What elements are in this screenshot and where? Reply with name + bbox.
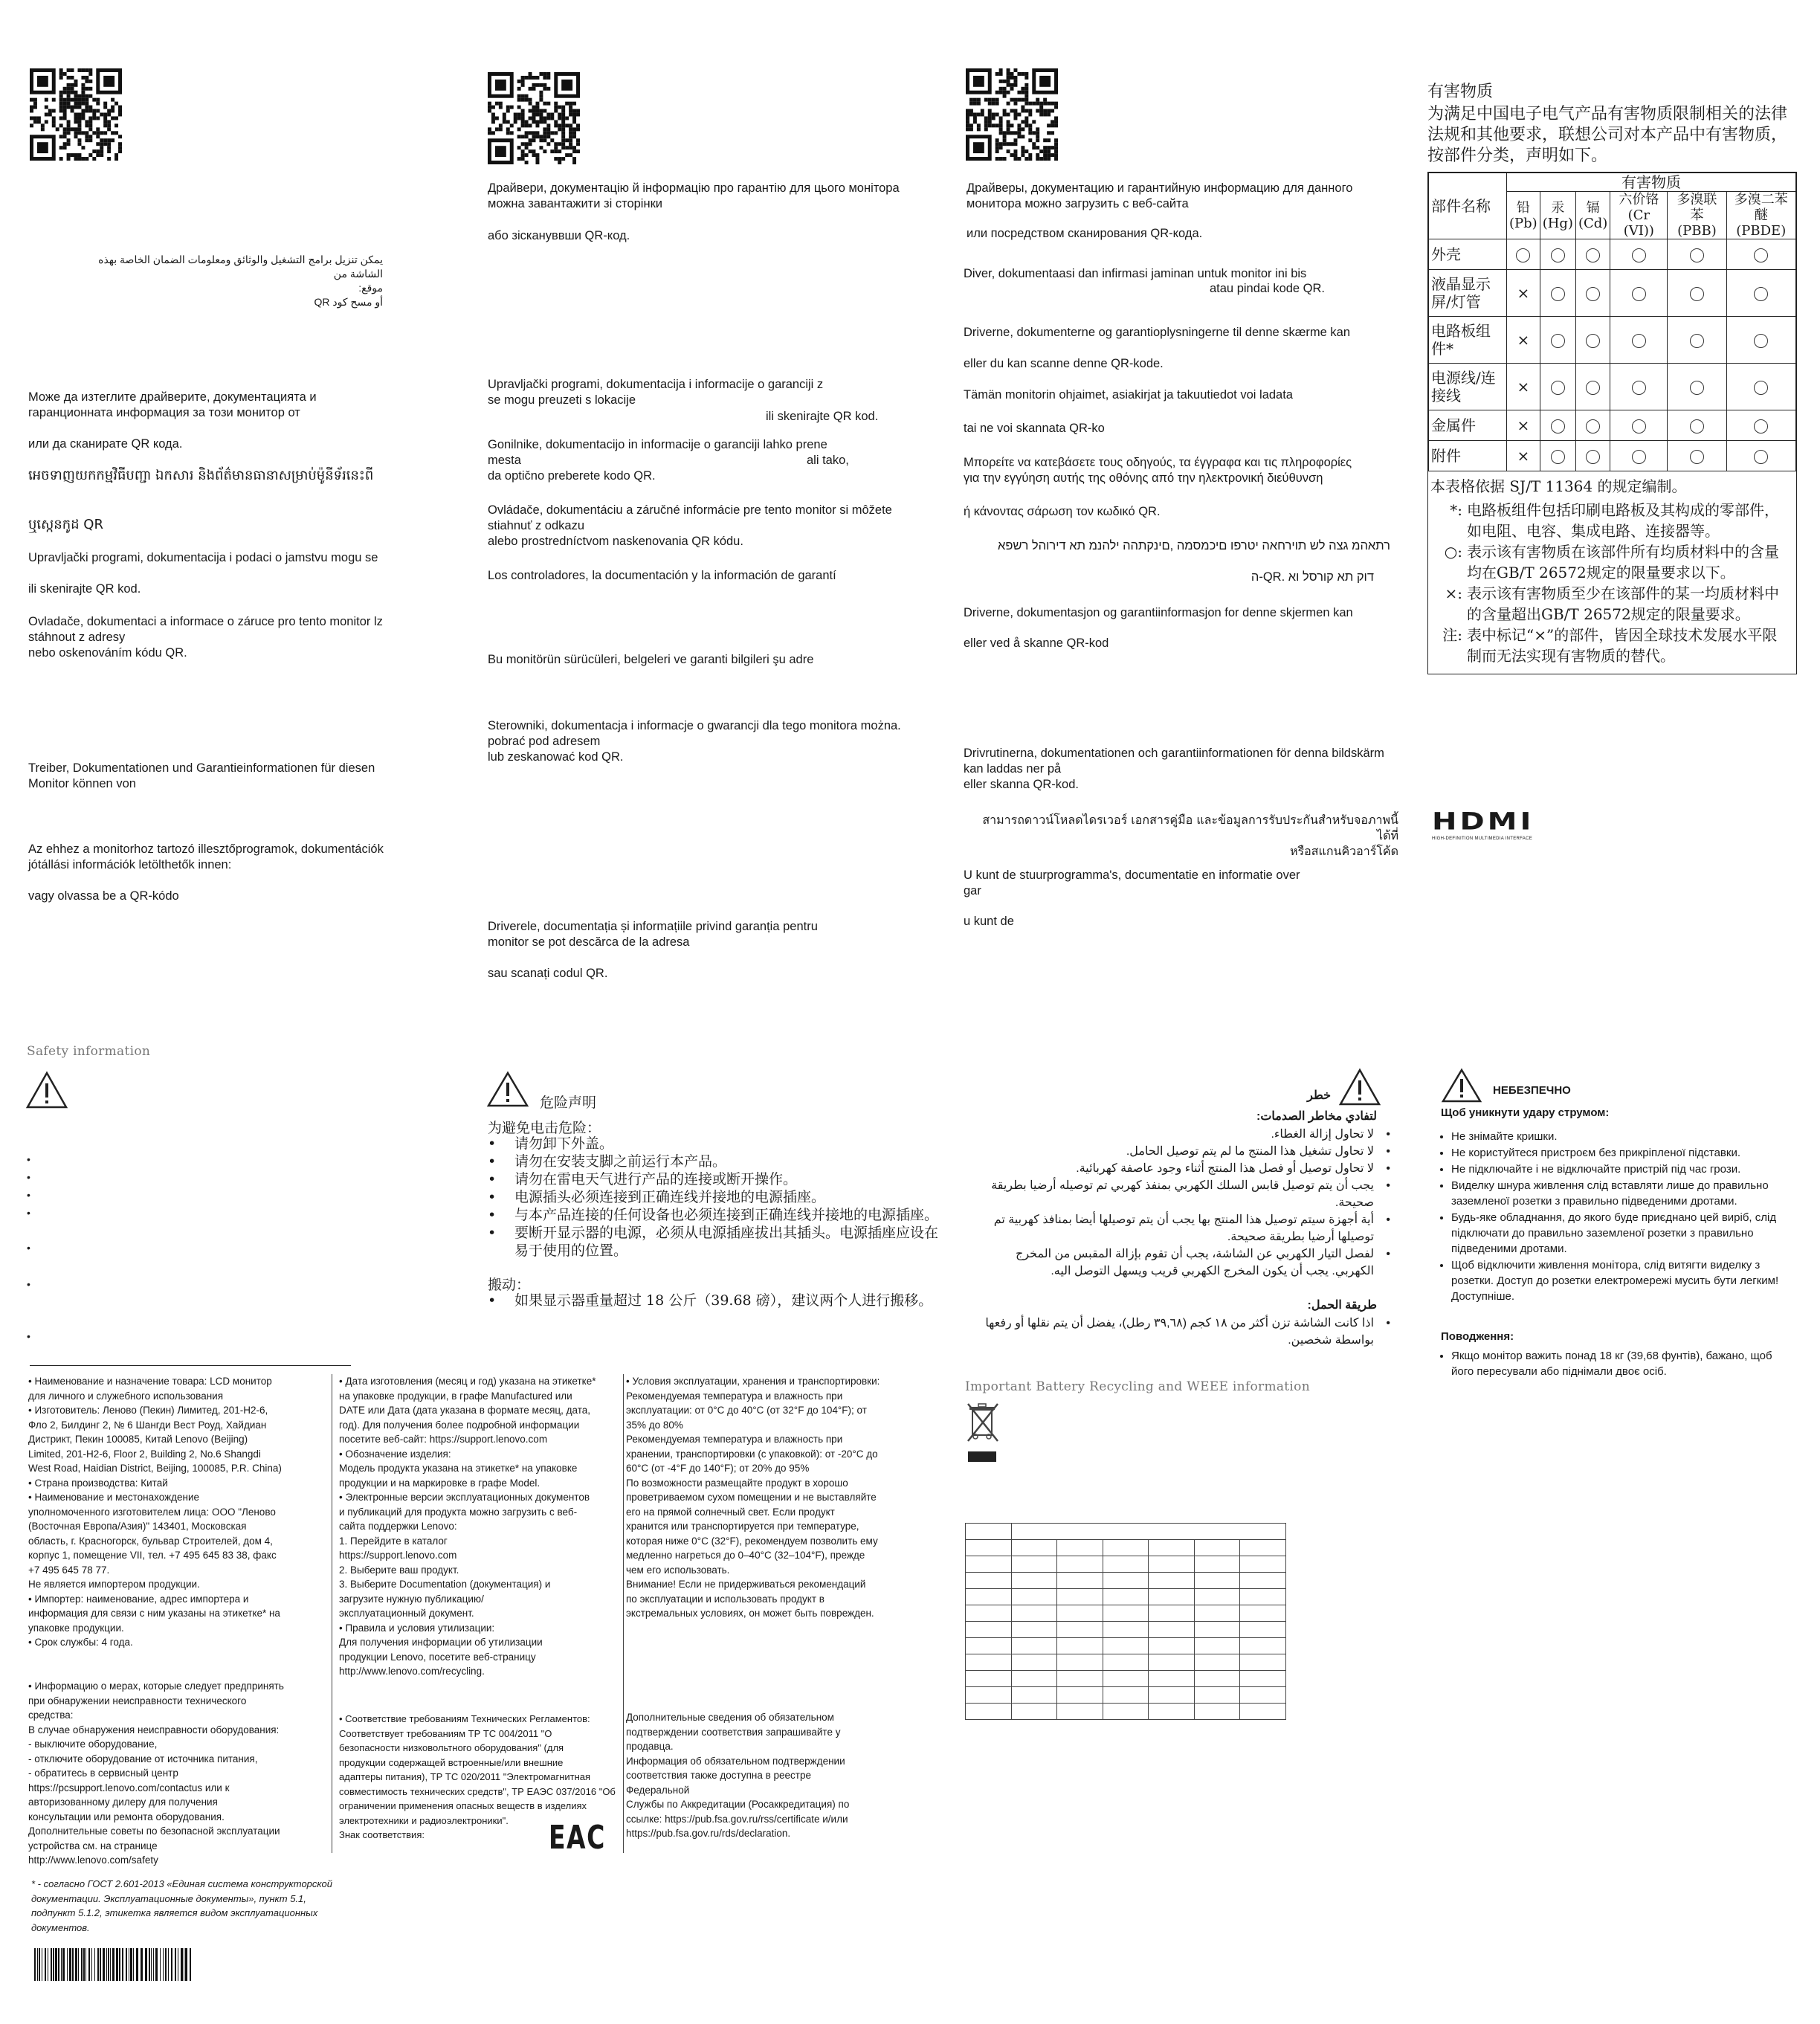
compliant-cell (1726, 270, 1796, 317)
table-cell (1149, 1687, 1195, 1704)
part-name: 外壳 (1429, 239, 1507, 270)
warning-icon (1338, 1068, 1381, 1106)
bosnian-text: Upravljački programi, dokumentacija i podaci o jamstvu mogu se (28, 551, 378, 564)
circle-mark (1632, 381, 1646, 395)
substance-header: 多溴联 苯 (PBB) (1668, 192, 1726, 239)
table-row (966, 1638, 1286, 1654)
compliant-cell (1726, 317, 1796, 364)
compliant-cell (1575, 441, 1610, 471)
table-row (966, 1671, 1286, 1687)
table-cell (1149, 1704, 1195, 1720)
exceeds-mark: × (1507, 364, 1540, 410)
table-cell (1103, 1622, 1149, 1638)
table-cell (1149, 1540, 1195, 1556)
list-item: • 电源插头必须连接到正确连线并接地的电源插座。 (488, 1189, 826, 1205)
table-cell (1240, 1589, 1286, 1605)
table-row (966, 1589, 1286, 1605)
warning-icon (25, 1071, 68, 1109)
table-row (1429, 239, 1796, 270)
table-cell (1011, 1654, 1057, 1671)
table-row (966, 1524, 1286, 1540)
list-item: • Виделку шнура живлення слід вставляти лише до правильно заземленої розетки з правильно підведеними дротами. (1451, 1178, 1792, 1209)
hdmi-logo-text: HDMI (1432, 808, 1535, 836)
table-cell (1103, 1654, 1149, 1671)
table-row (966, 1605, 1286, 1622)
ua-warning-title: НЕБЕЗПЕЧНО (1493, 1084, 1571, 1097)
table-row (1429, 441, 1796, 471)
weee-crossed-bin-icon (965, 1402, 1001, 1463)
hebrew-text-2: ה-QR. דוק תא קורסל וא (1251, 570, 1374, 584)
list-item: • Не знімайте кришки. (1451, 1129, 1792, 1144)
table-row (1429, 410, 1796, 441)
circle-mark (1632, 419, 1646, 434)
table-cell (1149, 1671, 1195, 1687)
compliant-cell (1575, 270, 1610, 317)
warning-icon (1441, 1068, 1482, 1103)
hazard-basis: 本表格依据 SJ/T 11364 的规定编制。 (1430, 477, 1687, 495)
finnish-text-2: tai ne voi skannata QR-ko (964, 422, 1105, 435)
cn-warning-title: 危险声明 (540, 1095, 597, 1111)
compliant-cell (1668, 410, 1726, 441)
ru-info-col1b: • Информацию о мерах, которые следует предпринять при обнаружении неисправности технического средства: В случае обнаружения неисправности оборудования: - выключите оборудование, - отключите оборудование от источника питания, - обратитесь в сервисный центр https://pcsupport.lenovo.com/contactus или к авторизованному дилеру для получения консультации или ремонта оборудования. Дополнительные советы по безопасной эксплуатации устройства см. на странице http://www.lenovo.com/safety (28, 1680, 284, 1866)
table-cell (966, 1556, 1012, 1573)
table-cell (1103, 1671, 1149, 1687)
spanish-text: Los controladores, la documentación y la información de garantí (488, 569, 836, 582)
col-group-header: 有害物质 (1507, 173, 1796, 192)
table-cell (1240, 1605, 1286, 1622)
table-row (1429, 270, 1796, 317)
turkish-text: Bu monitörün sürücüleri, belgeleri ve garanti bilgileri şu adre (488, 653, 814, 666)
slovenian-text-2: ali tako, (807, 454, 849, 467)
exceeds-mark: × (1507, 270, 1540, 317)
circle-mark (1516, 248, 1530, 262)
compliant-cell (1507, 239, 1540, 270)
table-cell (1103, 1687, 1149, 1704)
ar-carry-item: • اذا كانت الشاشة تزن أكثر من ١٨ كجم (٣٩,٦٨ رطل)، يفضل أن يتم نقلها أو رفعها بواسطة شخصين. (985, 1317, 1390, 1347)
table-row (966, 1556, 1286, 1573)
exceeds-mark: × (1507, 317, 1540, 364)
table-cell (966, 1704, 1012, 1720)
circle-mark (1632, 248, 1646, 262)
table-row (966, 1540, 1286, 1556)
list-item: • Щоб відключити живлення монітора, слід витягти виделку з розетки. Доступ до розетки електромережі мусить бути легким! Доступніше. (1451, 1257, 1792, 1304)
circle-mark (1551, 450, 1565, 464)
slovenian-text: Gonilnike, dokumentacijo in informacije o garanciji lahko prene mesta (488, 438, 827, 467)
circle-mark (1551, 419, 1565, 434)
ar-warning-list (981, 1126, 1390, 1280)
compliant-cell (1668, 441, 1726, 471)
warning-icon (486, 1071, 529, 1108)
divider (30, 1365, 351, 1366)
table-cell (1194, 1573, 1240, 1589)
compliant-cell (1726, 364, 1796, 410)
table-cell (966, 1687, 1012, 1704)
arabic-qr-text: يمكن تنزيل برامج التشغيل والوثائق ومعلومات الضمان الخاصة بهذه الشاشة من موقع: أو مسح كود QR (98, 254, 383, 308)
table-cell (1011, 1540, 1057, 1556)
russian-text-2: или посредством сканирования QR-кода. (967, 227, 1203, 240)
circle-mark (1690, 334, 1704, 348)
compliant-cell (1540, 270, 1575, 317)
table-cell (1240, 1687, 1286, 1704)
table-cell (966, 1589, 1012, 1605)
table-cell (1011, 1605, 1057, 1622)
part-name: 附件 (1429, 441, 1507, 471)
cn-move-title: 搬动： (488, 1277, 531, 1293)
circle-mark (1690, 248, 1704, 262)
table-cell (1194, 1654, 1240, 1671)
german-text: Treiber, Dokumentationen und Garantieinformationen für diesen Monitor können von (28, 761, 375, 790)
romanian-text: Driverele, documentația și informațiile privind garanția pentru monitor se pot descărca de la adresa (488, 920, 818, 949)
circle-mark (1690, 450, 1704, 464)
ua-move-item: • Якщо монітор важить понад 18 кг (39,68 фунтів), бажано, щоб його пересували або піднімали двоє осіб. (1451, 1348, 1792, 1379)
part-name: 电路板组件* (1429, 317, 1507, 364)
part-name: 金属件 (1429, 410, 1507, 441)
table-cell (1149, 1589, 1195, 1605)
circle-mark (1754, 450, 1768, 464)
danish-text: Driverne, dokumenterne og garantioplysningerne til denne skærme kan (964, 326, 1351, 339)
romanian-text-2: sau scanați codul QR. (488, 967, 608, 980)
compliant-cell (1726, 239, 1796, 270)
ua-warning-sub: Щоб уникнути удару струмом: (1441, 1106, 1610, 1119)
table-cell (1057, 1654, 1103, 1671)
compliant-cell (1540, 410, 1575, 441)
russian-text: Драйверы, документацию и гарантийную информацию для данного монитора можно загрузить с веб-сайта (967, 181, 1353, 210)
table-row (966, 1654, 1286, 1671)
qr-code (966, 68, 1058, 161)
safety-title: Safety information (27, 1044, 151, 1059)
list-item: • يجب أن يتم توصيل قابس السلك الكهربي بمنفذ كهربي تم توصيله أرضيا بطريقة صحيحة. (991, 1179, 1390, 1209)
ru-info-col3b: Дополнительные сведения об обязательном подтверждении соответствия запрашивайте у продавца. Информация об обязательном подтверждении соответствия также доступна в реестре Федеральной Службы по Аккредитации (Росаккредитация) по ссылке: https://pub.fsa.gov.ru/rss/certificate и/или https://pub.fsa.gov.ru/rds/declaration. (626, 1712, 850, 1839)
compliant-cell (1668, 364, 1726, 410)
hazard-notes (1428, 497, 1796, 666)
substance-header: 汞 (Hg) (1540, 192, 1575, 239)
table-cell (1057, 1687, 1103, 1704)
ru-footnote: * - согласно ГОСТ 2.601-2013 «Единая система конструкторской документации. Эксплуатационные документы», пункт 5.1, подпункт 5.1.2, этикетка является видом эксплуатационных документов. (31, 1878, 332, 1933)
table-row (966, 1573, 1286, 1589)
exceeds-mark: × (1507, 441, 1540, 471)
compliant-cell (1726, 441, 1796, 471)
table-cell (1057, 1704, 1103, 1720)
compliant-cell (1540, 239, 1575, 270)
bullet: • (488, 1292, 497, 1309)
table-cell (1194, 1671, 1240, 1687)
table-cell (1194, 1638, 1240, 1654)
list-item: • Будь-яке обладнання, до якого буде приєднано цей виріб, слід підключати до правильно заземленої розетки з правильно підведеними дротами. (1451, 1210, 1792, 1257)
table-cell (1149, 1654, 1195, 1671)
list-item: • لفصل التيار الكهربي عن الشاشة، يجب أن تقوم بإزالة المقبس من المخرج الكهربي. يجب أن يكون المخرج الكهربي قريب ويسهل التوصل اليه. (1016, 1248, 1390, 1277)
substance-header: 多溴二苯 醚 (PBDE) (1726, 192, 1796, 239)
ar-carry-title: طريقة الحمل: (1307, 1299, 1377, 1312)
hazard-note: ×: 表示该有害物质至少在该部件的某一均质材料中的含量超出GB/T 26572规定的限量要求。 (1445, 584, 1779, 623)
khmer-text: អេចទាញយកកម្មវិធីបញ្ជា ឯកសារ និងព័ត៌មានធានាសម្រាប់ម៉ូនីទ័រនេះពី (28, 468, 374, 483)
table-cell (1240, 1704, 1286, 1720)
hazard-table (1428, 173, 1796, 471)
danish-text-2: eller du kan scanne denne QR-kode. (964, 357, 1164, 370)
list-item: • 要断开显示器的电源，必须从电源插座拔出其插头。电源插座应设在易于使用的位置。 (488, 1225, 939, 1259)
table-cell (966, 1622, 1012, 1638)
compliant-cell (1575, 317, 1610, 364)
circle-mark (1551, 287, 1565, 301)
ar-warning-title: خطر (1307, 1089, 1331, 1102)
compliant-cell (1610, 239, 1668, 270)
swedish-text: Drivrutinerna, dokumentationen och garantiinformationen för denna bildskärm kan laddas ner på eller skanna QR-kod. (964, 747, 1384, 791)
qr-code (488, 72, 580, 164)
table-cell (1103, 1556, 1149, 1573)
circle-mark (1551, 381, 1565, 395)
circle-mark (1754, 381, 1768, 395)
dutch-text-2: u kunt de (964, 915, 1014, 928)
table-cell (1011, 1622, 1057, 1638)
exceeds-mark: × (1507, 410, 1540, 441)
table-cell (1011, 1687, 1057, 1704)
table-cell (966, 1540, 1012, 1556)
table-cell (1057, 1573, 1103, 1589)
table-cell (1057, 1589, 1103, 1605)
compliant-cell (1575, 364, 1610, 410)
circle-mark (1586, 381, 1600, 395)
compliant-cell (1668, 317, 1726, 364)
circle-mark (1551, 334, 1565, 348)
table-cell (1103, 1704, 1149, 1720)
indonesian-text: Diver, dokumentaasi dan infirmasi jaminan untuk monitor ini bis (964, 267, 1307, 280)
cn-warning-list (488, 1135, 949, 1260)
compliant-cell (1610, 270, 1668, 317)
compliant-cell (1575, 239, 1610, 270)
circle-mark (1586, 287, 1600, 301)
list-item: • 与本产品连接的任何设备也必须连接到正确连线并接地的电源插座。 (488, 1207, 939, 1223)
hdmi-logo (1432, 810, 1560, 841)
table-cell (1240, 1638, 1286, 1654)
battery-table (965, 1523, 1286, 1720)
eac-mark: EAC (549, 1819, 606, 1857)
table-cell (1194, 1589, 1240, 1605)
khmer-text-2: ឬស្កេនកូដ QR (28, 517, 103, 532)
greek-text: Μπορείτε να κατεβάσετε τους οδηγούς, τα έγγραφα και τις πληροφορίες για την εγγύηση αυτής της οθόνης από την ηλεκτρονική διεύθυνση (964, 456, 1352, 485)
table-cell (1103, 1589, 1149, 1605)
hungarian-text-2: vagy olvassa be a QR-kódo (28, 889, 179, 903)
list-item: • أية أجهزة سيتم توصيل هذا المنتج بها يجب أن يتم توصيلها أيضا بمنافذ كهربية تم توصيلها أرضيا بطريقة صحيحة. (993, 1214, 1390, 1243)
substance-header: 铅 (Pb) (1507, 192, 1540, 239)
table-cell (1103, 1605, 1149, 1622)
substance-header: 镉 (Cd) (1575, 192, 1610, 239)
ua-warning-list (1435, 1129, 1792, 1305)
hazard-title: 有害物质 (1427, 83, 1494, 101)
table-cell (966, 1638, 1012, 1654)
ukrainian-text-2: або зіскануввши QR-код. (488, 229, 630, 242)
table-cell (1149, 1638, 1195, 1654)
part-name: 电源线/连接线 (1429, 364, 1507, 410)
list-item: • لا تحاول إزالة الغطاء. (1271, 1128, 1390, 1141)
compliant-cell (1610, 441, 1668, 471)
slovak-text: Ovládače, dokumentáciu a záručné informácie pre tento monitor si môžete stiahnuť z odkazu alebo prostredníctvom naskenovania QR kódu. (488, 503, 892, 548)
table-cell (1240, 1622, 1286, 1638)
list-item: • لا تحاول توصيل أو فصل هذا المنتج أثناء وجود عاصفة كهربائية. (1076, 1162, 1390, 1175)
table-cell (1057, 1540, 1103, 1556)
ua-move-title: Поводження: (1441, 1330, 1514, 1343)
table-row (1429, 317, 1796, 364)
circle-mark (1551, 248, 1565, 262)
table-cell (1194, 1622, 1240, 1638)
table-cell (1240, 1540, 1286, 1556)
bulgarian-text: Може да изтеглите драйверите, документацията и гаранционната информация за този монитор от (28, 390, 317, 419)
compliant-cell (1668, 239, 1726, 270)
table-cell (1194, 1605, 1240, 1622)
greek-text-2: ή κάνοντας σάρωση τον κωδικό QR. (964, 505, 1161, 518)
compliant-cell (1610, 410, 1668, 441)
qr-code (30, 68, 122, 161)
battery-title: Important Battery Recycling and WEEE information (965, 1379, 1310, 1394)
table-cell (1057, 1556, 1103, 1573)
circle-mark (1586, 450, 1600, 464)
czech-text: Ovladače, dokumentaci a informace o záruce pro tento monitor lz stáhnout z adresy nebo oskenováním kódu QR. (28, 615, 383, 660)
table-cell (1011, 1589, 1057, 1605)
hazard-note: *: 电路板组件包括印刷电路板及其构成的零部件，如电阻、电容、集成电路、连接器等。 (1450, 501, 1779, 540)
table-cell (1240, 1573, 1286, 1589)
table-cell (1149, 1622, 1195, 1638)
compliant-cell (1575, 410, 1610, 441)
table-cell (1011, 1556, 1057, 1573)
hazard-note: 注: 表中标记“×”的部件，皆因全球技术发展水平限制而无法实现有害物质的替代。 (1442, 626, 1778, 665)
part-name: 液晶显示屏/灯管 (1429, 270, 1507, 317)
ru-info-col1: • Наименование и назначение товара: LCD монитор для личного и служебного использования • Изготовитель: Леново (Пекин) Лимитед, 201-H2-6, Фло 2, Билдинг 2, № 6 Шангди Вест Роуд, Хайдиан Дистрикт, Пекин 100085, Китай Lenovo (Beijing) Limited, 201-H2-6, Floor 2, Building 2, No.6 Shangdi West Road, Haidian District, Beijing, 100085, P.R. China) • Страна производства: Китай • Наименование и местонахождение уполномоченного изготовителем лица: ООО "Леново (Восточная Европа/Азия)" 143401, Московская область, г. Красногорск, бульвар Строителей, дом 4, корпус 1, помещение VII, тел. +7 495 645 83 38, факс +7 495 645 78 77. Не является импортером продукции. • Импортер: наименование, адрес импортера и информация для связи с ним указаны на этикетке* на упаковке продукции. • Срок службы: 4 года. (28, 1376, 282, 1648)
ru-info-col2: • Дата изготовления (месяц и год) указана на этикетке* на упаковке продукции, в графе Manufactured или DATE или Дата (дата указана в формате месяц, дата, год). Для получения более подробной информации посетите веб-сайт: https://support.lenovo.com • Обозначение изделия: Модель продукта указана на этикетке* на упаковке продукции и на маркировке в графе Model. • Электронные версии эксплуатационных документов и публикаций для продукта можно загрузить с веб- сайта поддержки Lenovo: 1. Перейдите в каталог https://support.lenovo.com 2. Выберите ваш продукт. 3. Выберите Documentation (документация) и загрузите нужную публикацию/ эксплуатационный документ. • Правила и условия утилизации: Для получения информации об утилизации продукции Lenovo, посетите веб-страницу http://www.lenovo.com/recycling. (339, 1376, 596, 1677)
circle-mark (1754, 287, 1768, 301)
table-cell (1011, 1573, 1057, 1589)
compliant-cell (1668, 270, 1726, 317)
bulgarian-text-2: или да сканирате QR кода. (28, 437, 183, 451)
hazard-intro: 为满足中国电子电气产品有害物质限制相关的法律法规和其他要求，联想公司对本产品中有害物质，按部件分类，声明如下。 (1427, 105, 1788, 165)
slovenian-text-3: da optično preberete kodo QR. (488, 469, 656, 483)
table-cell (1149, 1556, 1195, 1573)
table-cell (966, 1671, 1012, 1687)
cn-move-item: • 如果显示器重量超过 18 公斤（39.68 磅），建议两个人进行搬移。 (488, 1292, 933, 1309)
norwegian-text: Driverne, dokumentasjon og garantiinformasjon for denne skjermen kan (964, 606, 1353, 619)
table-row (966, 1687, 1286, 1704)
table-cell (966, 1524, 1012, 1540)
hungarian-text: Az ehhez a monitorhoz tartozó illesztőprogramok, dokumentációk jótállási információk letölthetők innen: (28, 842, 384, 871)
compliant-cell (1726, 410, 1796, 441)
table-cell (1240, 1671, 1286, 1687)
divider (623, 1374, 624, 1853)
list-item: • لا تحاول تشغيل هذا المنتج ما لم يتم توصيل الحامل. (1126, 1145, 1390, 1158)
table-cell (1194, 1540, 1240, 1556)
table-cell (1149, 1573, 1195, 1589)
ru-info-col3: • Условия эксплуатации, хранения и транспортировки: Рекомендуемая температура и влажность при эксплуатации: от 0°C до 40°C (от 32°F до 104°F); от 35% до 80% Рекомендуемая температура и влажность при хранении, транспортировки (с упаковкой): от -20°C до 60°C (от -4°F до 140°F); от 20% до 95% По возможности размещайте продукт в хорошо проветриваемом сухом помещении и не выставляйте его на прямой солнечный свет. Если продукт хранится или транспортируется при температуре, которая ниже 0°C (32°F), рекомендуем позволить ему медленно нагреться до 0–40°C (32–104°F), прежде чем его использовать. Внимание! Если не придерживаться рекомендаций по эксплуатации и использовать продукт в экстремальных условиях, он может быть поврежден. (626, 1376, 880, 1619)
table-cell (1194, 1704, 1240, 1720)
ua-move-list (1435, 1348, 1792, 1380)
croatian-text: Upravljački programi, dokumentacija i informacije o garanciji z se mogu preuzeti s lokacije (488, 378, 824, 407)
table-cell (1057, 1622, 1103, 1638)
cn-warning-sub: 为避免电击危险： (488, 1120, 601, 1136)
table-row (966, 1704, 1286, 1720)
circle-mark (1690, 419, 1704, 434)
table-cell (1194, 1687, 1240, 1704)
table-cell (1011, 1524, 1285, 1540)
table-cell (1057, 1638, 1103, 1654)
norwegian-text-2: eller ved å skanne QR-kod (964, 636, 1109, 650)
hazard-box (1427, 172, 1797, 674)
table-cell (1011, 1704, 1057, 1720)
polish-text: Sterowniki, dokumentacja i informacje o gwarancji dla tego monitora można. pobrać pod adresem lub zeskanować kod QR. (488, 719, 901, 764)
dutch-text: U kunt de stuurprogramma's, documentatie en informatie over gar (964, 868, 1300, 897)
table-cell (1011, 1638, 1057, 1654)
substance-header: 六价铬 (Cr (VI)) (1610, 192, 1668, 239)
list-item: • 请勿在雷电天气进行产品的连接或断开操作。 (488, 1171, 798, 1187)
compliant-cell (1610, 364, 1668, 410)
table-cell (966, 1605, 1012, 1622)
table-cell (966, 1654, 1012, 1671)
list-item: • Не користуйтеся пристроєм без прикріпленої підставки. (1451, 1145, 1792, 1161)
hazard-note: ○: 表示该有害物质在该部件所有均质材料中的含量均在GB/T 26572规定的限量要求以下。 (1444, 543, 1779, 581)
table-row (1429, 364, 1796, 410)
circle-mark (1690, 381, 1704, 395)
bosnian-text-2: ili skenirajte QR kod. (28, 582, 141, 596)
col-part-header: 部件名称 (1429, 173, 1507, 239)
table-cell (1103, 1638, 1149, 1654)
circle-mark (1632, 334, 1646, 348)
hdmi-tagline: HIGH-DEFINITION MULTIMEDIA INTERFACE (1432, 837, 1533, 841)
table-cell (1240, 1556, 1286, 1573)
list-item: • Не підключайте і не відключайте пристрій під час грози. (1451, 1161, 1792, 1177)
compliant-cell (1540, 364, 1575, 410)
thai-text: สามารถดาวน์โหลดไดรเวอร์ เอกสารคู่มือ และข้อมูลการรับประกันสำหรับจอภาพนี้ได้ที่ หรือสแกนคิวอาร์โค้ด (982, 813, 1398, 858)
croatian-text-2: ili skenirajte QR kod. (766, 410, 879, 423)
circle-mark (1586, 248, 1600, 262)
indonesian-text-2: atau pindai kode QR. (1210, 282, 1326, 295)
table-cell (1011, 1671, 1057, 1687)
ukrainian-text: Драйвери, документацію й інформацію про гарантію для цього монітора можна завантажити зі сторінки (488, 181, 900, 210)
circle-mark (1586, 334, 1600, 348)
table-cell (966, 1573, 1012, 1589)
list-item: • 请勿在安装支脚之前运行本产品。 (488, 1153, 727, 1170)
hebrew-text: רתאהמ גצה לש תוירחאה יטרפו םיכמסמה ,םינקתהה ילהנמ תא דירוהל רשפא (998, 539, 1390, 552)
circle-mark (1754, 419, 1768, 434)
compliant-cell (1540, 317, 1575, 364)
table-cell (1240, 1654, 1286, 1671)
finnish-text: Tämän monitorin ohjaimet, asiakirjat ja takuutiedot voi ladata (964, 388, 1293, 402)
table-cell (1103, 1573, 1149, 1589)
table-cell (1194, 1556, 1240, 1573)
table-cell (1103, 1540, 1149, 1556)
barcode (34, 1948, 196, 1981)
circle-mark (1754, 334, 1768, 348)
table-row (966, 1622, 1286, 1638)
ar-warning-sub: لتفادي مخاطر الصدمات: (1256, 1110, 1377, 1123)
circle-mark (1632, 450, 1646, 464)
list-item: • 请勿卸下外盖。 (488, 1135, 614, 1152)
compliant-cell (1610, 317, 1668, 364)
table-cell (1057, 1671, 1103, 1687)
compliant-cell (1540, 441, 1575, 471)
table-cell (1057, 1605, 1103, 1622)
circle-mark (1754, 248, 1768, 262)
circle-mark (1586, 419, 1600, 434)
ru-info-col2b: • Соответствие требованиям Технических Регламентов: Соответствует требованиям ТР ТС 004/2011 "О безопасности низковольтного оборудования" (для продукции содержащей встроенные/или внешние адаптеры питания), ТР ТС 020/2011 "Электромагнитная совместимость технических средств", ТР ЕАЭС 037/2016 "Об ограничении применения опасных веществ в изделиях электротехники и радиоэлектроники". Знак соответствия: (339, 1713, 616, 1840)
circle-mark (1690, 287, 1704, 301)
circle-mark (1632, 287, 1646, 301)
table-cell (1149, 1605, 1195, 1622)
